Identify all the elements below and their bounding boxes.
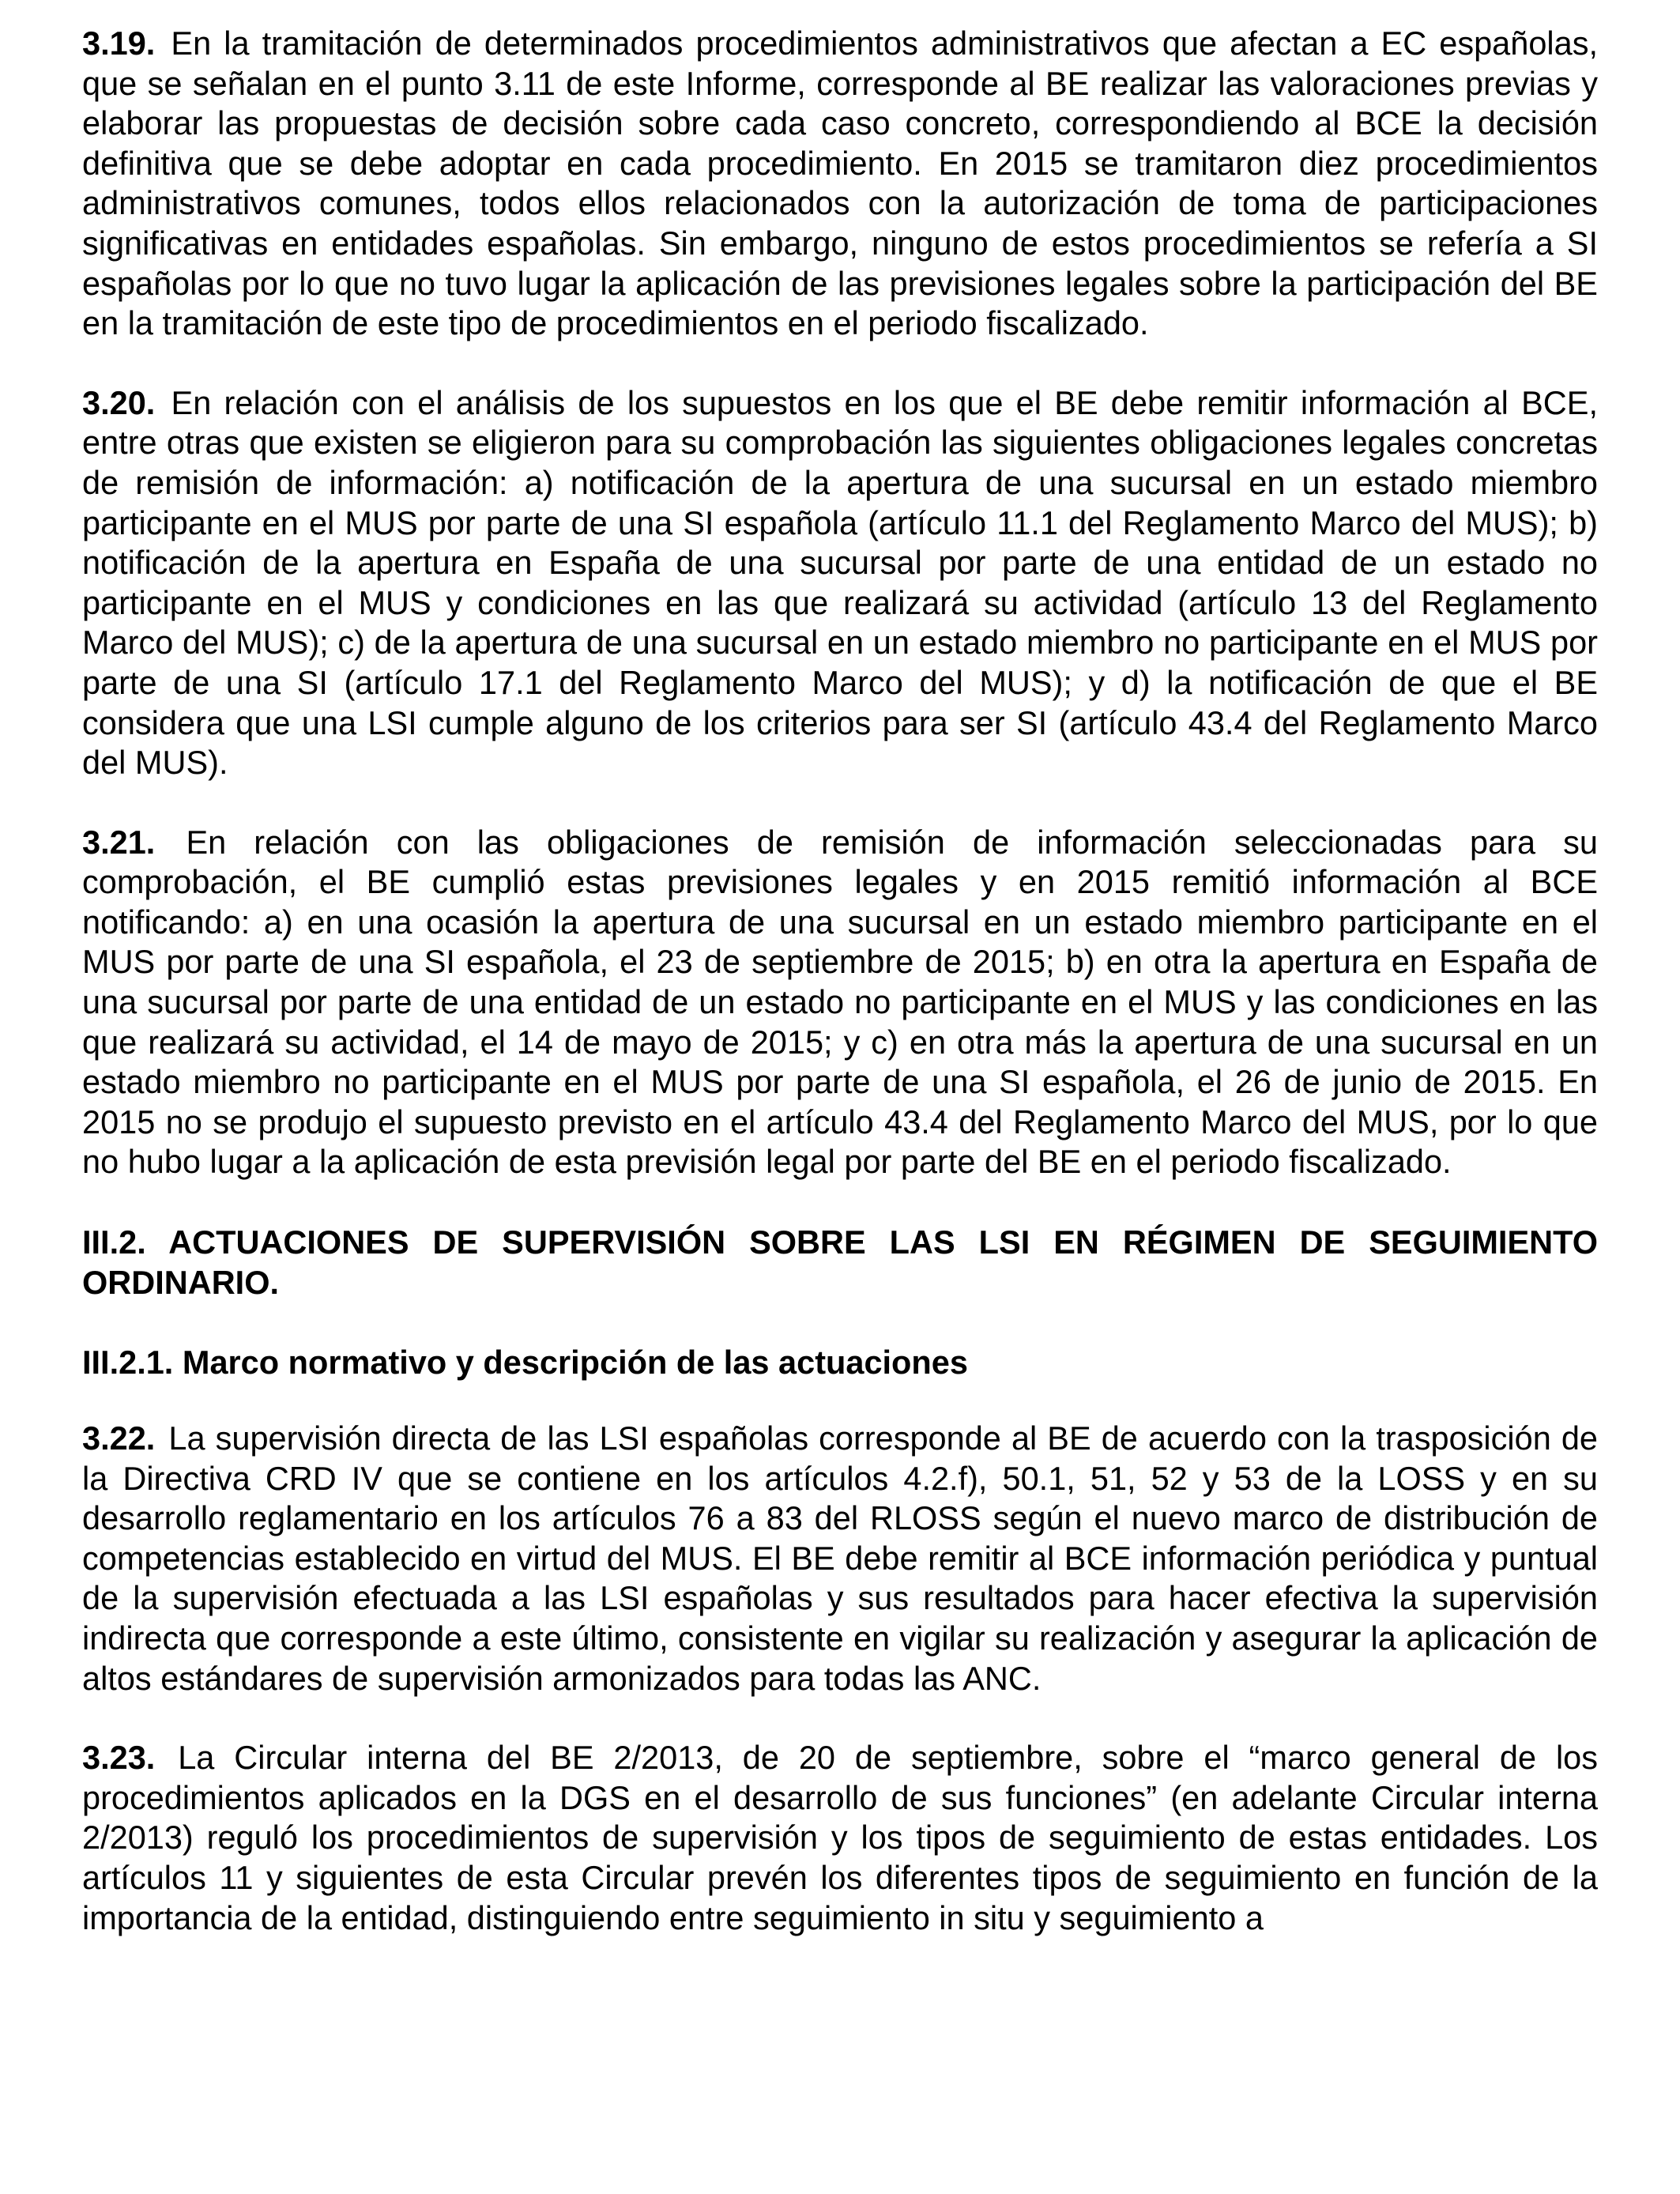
- paragraph-number: 3.20.: [82, 383, 156, 421]
- paragraph-3-21: [82, 823, 1598, 1182]
- subsection-title: Marco normativo y descripción de las actuaciones: [182, 1344, 968, 1382]
- paragraph-text: En relación con las obligaciones de remisión de información seleccionadas para su comprobación, el BE cumplió estas previsiones legales y en 2015 remitió información al BCE notificando: a) en una ocasión la apertura de una sucursal en un estado miembro participante en el MUS por parte de una SI española, el 23 de septiembre de 2015; b) en otra la apertura en España de una sucursal por parte de una entidad de un estado no participante en el MUS y las condiciones en las que realizará su actividad, el 14 de mayo de 2015; y c) en otra más la apertura de una sucursal en un estado miembro no participante en el MUS por parte de una SI española, el 26 de junio de 2015. En 2015 no se produjo el supuesto previsto en el artículo 43.4 del Reglamento Marco del MUS, por lo que no hubo lugar a la aplicación de esta previsión legal por parte del BE en el periodo fiscalizado.: [82, 823, 1599, 1181]
- paragraph-3-22: [82, 1419, 1598, 1698]
- paragraph-text: En la tramitación de determinados procedimientos administrativos que afectan a EC españolas, que se señalan en el punto 3.11 de este Informe, corresponde al BE realizar las valoraciones previas y elaborar las propuestas de decisión sobre cada caso concreto, correspondiendo al BCE la decisión definitiva que se debe adoptar en cada procedimiento. En 2015 se tramitaron diez procedimientos administrativos comunes, todos ellos relacionados con la autorización de toma de participaciones significativas en entidades españolas. Sin embargo, ninguno de estos procedimientos se refería a SI españolas por lo que no tuvo lugar la aplicación de las previsiones legales sobre la participación del BE en la tramitación de este tipo de procedimientos en el periodo fiscalizado.: [82, 25, 1599, 342]
- paragraph-text: La supervisión directa de las LSI españolas corresponde al BE de acuerdo con la trasposición de la Directiva CRD IV que se contiene en los artículos 4.2.f), 50.1, 51, 52 y 53 de la LOSS y en su desarrollo reglamentario en los artículos 76 a 83 del RLOSS según el nuevo marco de distribución de competencias establecido en virtud del MUS. El BE debe remitir al BCE información periódica y puntual de la supervisión efectuada a las LSI españolas y sus resultados para hacer efectiva la supervisión indirecta que corresponde a este último, consistente en vigilar su realización y asegurar la aplicación de altos estándares de supervisión armonizados para todas las ANC.: [82, 1419, 1598, 1697]
- paragraph-number: 3.19.: [82, 25, 156, 62]
- paragraph-3-23: [82, 1738, 1598, 1938]
- section-heading: III.2. ACTUACIONES DE SUPERVISIÓN SOBRE LAS LSI EN RÉGIMEN DE SEGUIMIENTO ORDINARIO.: [82, 1223, 1598, 1302]
- document-page: [82, 24, 1598, 1977]
- paragraph-text: En relación con el análisis de los supuestos en los que el BE debe remitir información al BCE, entre otras que existen se eligieron para su comprobación las siguientes obligaciones legales concretas de remisión de información: a) notificación de la apertura de una sucursal en un estado miembro participante en el MUS por parte de una SI española (artículo 11.1 del Reglamento Marco del MUS); b) notificación de la apertura en España de una sucursal por parte de una entidad de un estado no participante en el MUS y condiciones en las que realizará su actividad (artículo 13 del Reglamento Marco del MUS); c) de la apertura de una sucursal en un estado miembro no participante en el MUS por parte de una SI (artículo 17.1 del Reglamento Marco del MUS); y d) la notificación de que el BE considera que una LSI cumple alguno de los criterios para ser SI (artículo 43.4 del Reglamento Marco del MUS).: [82, 383, 1598, 782]
- paragraph-3-19: [82, 24, 1598, 344]
- paragraph-text: La Circular interna del BE 2/2013, de 20 de septiembre, sobre el “marco general de los procedimientos aplicados en la DGS en el desarrollo de sus funciones” (en adelante Circular interna 2/2013) reguló los procedimientos de supervisión y los tipos de seguimiento de estas entidades. Los artículos 11 y siguientes de esta Circular prevén los diferentes tipos de seguimiento en función de la importancia de la entidad, distinguiendo entre seguimiento in situ y seguimiento a: [82, 1739, 1599, 1936]
- paragraph-number: 3.22.: [82, 1419, 156, 1457]
- subsection-heading: [82, 1342, 1598, 1382]
- paragraph-3-20: [82, 383, 1598, 783]
- subsection-number: III.2.1.: [82, 1344, 174, 1382]
- paragraph-number: 3.23.: [82, 1739, 156, 1777]
- paragraph-number: 3.21.: [82, 823, 156, 861]
